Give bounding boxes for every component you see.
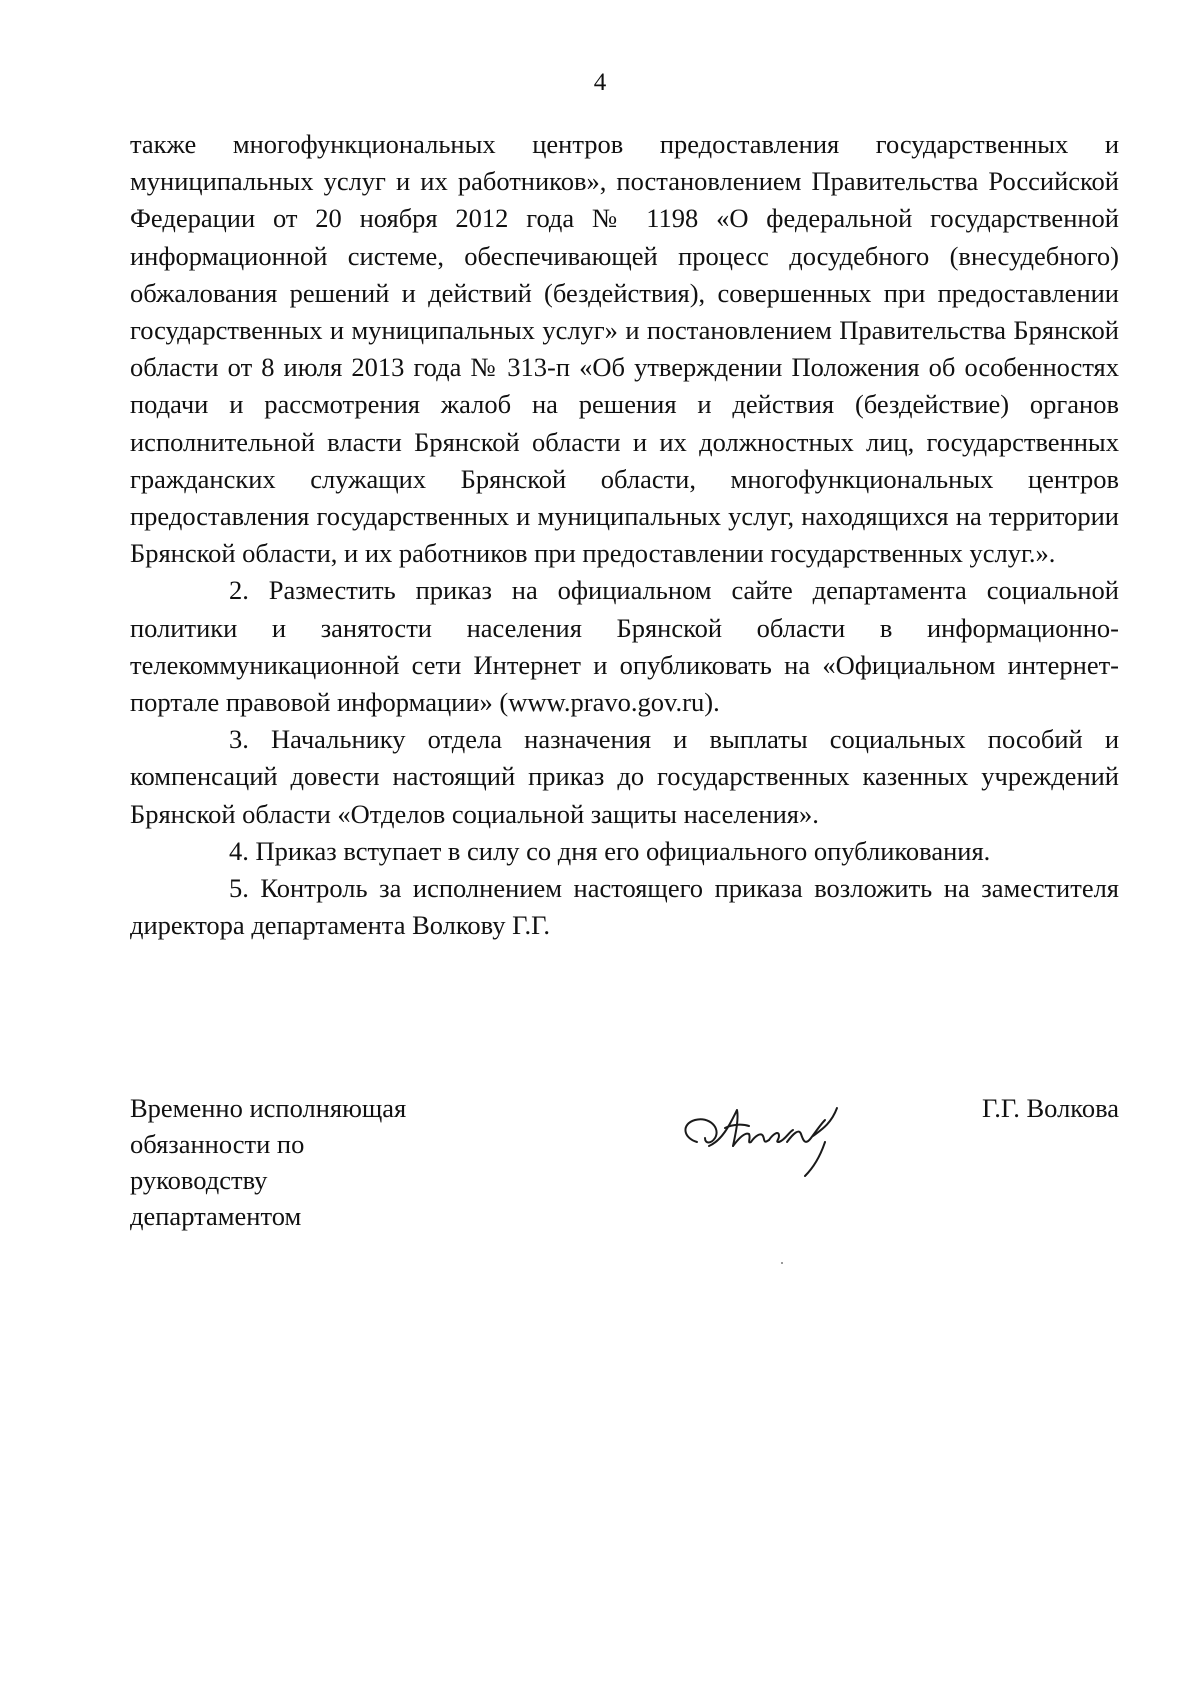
paragraph-item-4: 4. Приказ вступает в силу со дня его официального опубликования.: [229, 835, 991, 866]
paragraph-item-3: 3. Начальнику отдела назначения и выплаты социальных пособий и компенсаций довести настоящий приказ до государственных казенных учреждений Брянской области «Отделов социальной защиты населения».: [130, 724, 1119, 829]
signature-block: [130, 1090, 1119, 1250]
handwritten-signature-icon: [675, 1080, 865, 1190]
paragraph-continuation: также многофункциональных центров предоставления государственных и муниципальных услуг и их работников», постановлением Правительства Российской Федерации от 20 ноября 2012 года № 1198 «О федеральной государственной информационной системе, обеспечивающей процесс досудебного (внесудебного) обжалования решений и действий (бездействия), совершенных при предоставлении государственных и муниципальных услуг» и постановлением Правительства Брянской области от 8 июля 2013 года № 313-п «Об утверждении Положения об особенностях подачи и рассмотрения жалоб на решения и действия (бездействие) органов исполнительной власти Брянской области и их должностных лиц, государственных гражданских служащих Брянской области, многофункциональных центров предоставления государственных и муниципальных услуг, находящихся на территории Брянской области, и их работников при предоставлении государственных услуг.».: [130, 129, 1119, 569]
paragraph-item-5: 5. Контроль за исполнением настоящего приказа возложить на заместителя директора департамента Волкову Г.Г.: [130, 873, 1119, 941]
page-number: 4: [593, 69, 607, 96]
signatory-position: [130, 1090, 450, 1234]
scan-speck: [781, 1262, 783, 1264]
signatory-position-line: Временно исполняющая: [130, 1093, 407, 1123]
document-body: [130, 126, 1119, 944]
signatory-position-line: обязанности по: [130, 1129, 305, 1159]
paragraph-item-2: 2. Разместить приказ на официальном сайте департамента социальной политики и занятости населения Брянской области в информационно-телекоммуникационной сети Интернет и опубликовать на «Официальном интернет-портале правовой информации» (www.pravo.gov.ru).: [130, 575, 1119, 718]
signatory-name: Г.Г. Волкова: [981, 1093, 1119, 1123]
signatory-position-line: руководству: [130, 1165, 268, 1195]
signatory-position-line: департаментом: [130, 1201, 302, 1231]
